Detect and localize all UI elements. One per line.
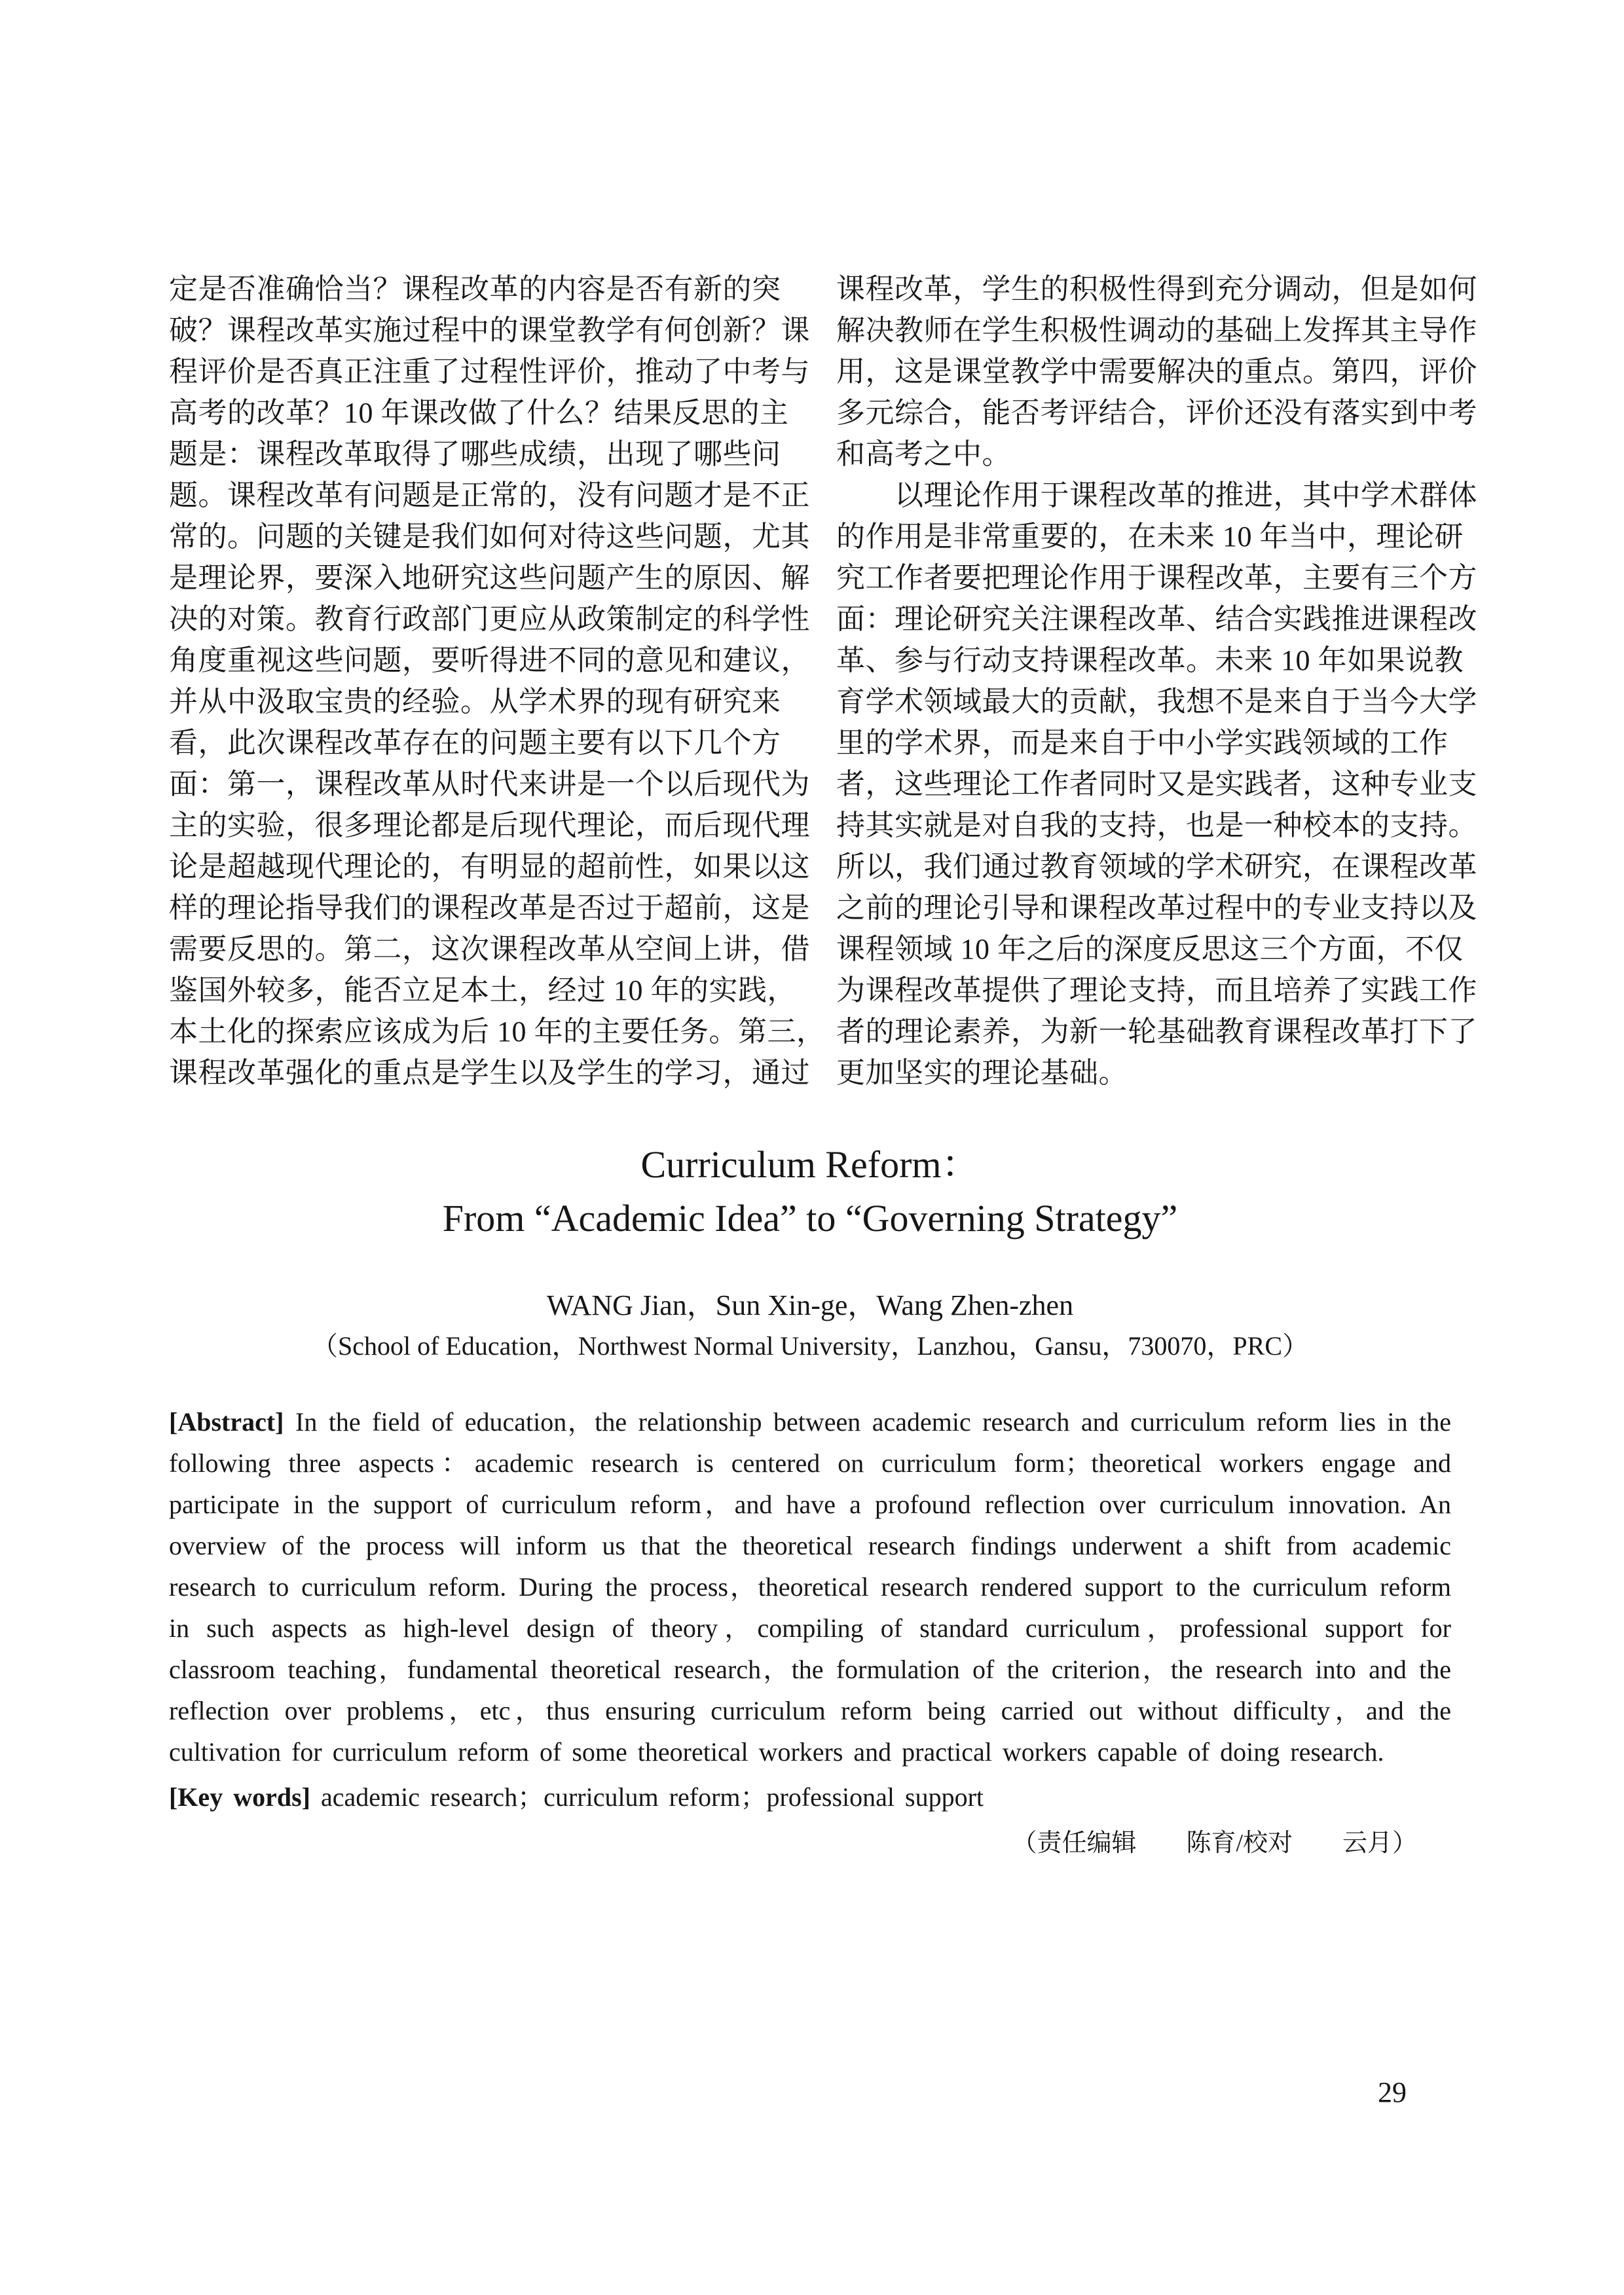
text-line: 本土化的探索应该成为后 10 年的主要任务。第三， [169,1016,826,1048]
text-line: 样的理论指导我们的课程改革是否过于超前，这是 [169,892,810,924]
text-line: 者，这些理论工作者同时又是实践者，这种专业支 [836,768,1477,800]
text-line: 定是否准确恰当？课程改革的内容是否有新的突 [169,273,781,305]
text-line: 多元综合，能否考评结合，评价还没有落实到中考 [836,397,1477,429]
text-line: 看，此次课程改革存在的问题主要有以下几个方 [169,727,781,759]
text-line: 课程改革强化的重点是学生以及学生的学习，通过 [169,1057,810,1089]
text-line: 课程改革，学生的积极性得到充分调动，但是如何 [836,273,1477,305]
abstract-paragraph [169,1401,1451,1772]
text-line: 论是超越现代理论的，有明显的超前性，如果以这 [169,851,810,883]
text-line: 为课程改革提供了理论支持，而且培养了实践工作 [836,974,1477,1006]
authors-line: WANG Jian，Sun Xin-ge，Wang Zhen-zhen [546,1289,1074,1321]
text-line: 里的学术界，而是来自于中小学实践领域的工作 [836,727,1449,759]
abstract-label: [Abstract] [169,1407,284,1437]
text-line: 是理论界，要深入地研究这些问题产生的原因、解 [169,562,810,594]
text-line: 所以，我们通过教育领域的学术研究，在课程改革 [836,851,1477,883]
text-line: 鉴国外较多，能否立足本土，经过 10 年的实践， [169,974,796,1006]
text-line: 主的实验，很多理论都是后现代理论，而后现代理 [169,809,810,841]
abstract-text: In the field of education，the relationship between academic research and curriculum reform lies in the following three aspects：academic research is centered on curriculum form；theoretical workers engage and participate in the support of curriculum reform，and have a profound reflection over curriculum innovation. An overview of the process will inform us that the theoretical research findings underwent a shift from academic research to curriculum reform. During the process，theoretical research rendered support to the curriculum reform in such aspects as high-level design of theory，compiling of standard curriculum，professional support for classroom teaching，fundamental theoretical research，the formulation of the criterion，the research into and the reflection over problems，etc，thus ensuring curriculum reform being carried out without difficulty，and the cultivation for curriculum reform of some theoretical workers and practical workers capable of doing research. [169,1407,1452,1767]
text-line: 革、参与行动支持课程改革。未来 10 年如果说教 [836,644,1464,676]
affiliation-line: （School of Education，Northwest Normal University，Lanzhou，Gansu，730070，PRC） [311,1331,1309,1361]
text-line: 常的。问题的关键是我们如何对待这些问题，尤其 [169,521,810,553]
text-line: 破？课程改革实施过程中的课堂教学有何创新？课 [169,314,810,346]
chinese-right-column [836,268,1477,1093]
chinese-body-columns [169,268,1477,1093]
text-line: 面：第一，课程改革从时代来讲是一个以后现代为 [169,768,810,800]
text-line: 解决教师在学生积极性调动的基础上发挥其主导作 [836,314,1477,346]
title-line-1: Curriculum Reform： [640,1143,980,1186]
text-line: 并从中汲取宝贵的经验。从学术界的现有研究来 [169,686,781,718]
meta-block [169,1401,1451,1862]
text-line: 育学术领域最大的贡献，我想不是来自于当今大学 [836,686,1477,718]
text-line: 角度重视这些问题，要听得进不同的意见和建议， [169,644,810,676]
title-line-2: From “Academic Idea” to “Governing Strategy” [442,1197,1178,1239]
text-line: 题是：课程改革取得了哪些成绩，出现了哪些问 [169,438,781,470]
text-line: 和高考之中。 [836,438,1011,470]
text-line: 者的理论素养，为新一轮基础教育课程改革打下了 [836,1016,1477,1048]
keywords-text: academic research；curriculum reform；professional support [320,1782,984,1812]
text-line: 题。课程改革有问题是正常的，没有问题才是不正 [169,479,810,511]
text-line: 之前的理论引导和课程改革过程中的专业支持以及 [836,892,1477,924]
text-line: 的作用是非常重要的，在未来 10 年当中，理论研 [836,521,1464,553]
text-line: 决的对策。教育行政部门更应从政策制定的科学性 [169,603,810,635]
text-line: 用，这是课堂教学中需要解决的重点。第四，评价 [836,356,1477,388]
text-line: 课程领域 10 年之后的深度反思这三个方面，不仅 [836,933,1464,965]
keywords-label: [Key words] [169,1782,310,1812]
text-line: 持其实就是对自我的支持，也是一种校本的支持。 [836,809,1477,841]
text-line: 面：理论研究关注课程改革、结合实践推进课程改 [836,603,1477,635]
page-number: 29 [1378,2076,1407,2108]
editor-credit: （责任编辑 陈育/校对 云月） [1012,1829,1417,1857]
chinese-left-column [169,268,826,1093]
text-line: 究工作者要把理论作用于课程改革，主要有三个方 [836,562,1477,594]
text-line: 以理论作用于课程改革的推进，其中学术群体 [836,479,1477,511]
text-line: 高考的改革？10 年课改做了什么？结果反思的主 [169,397,789,429]
keywords-paragraph [169,1776,1451,1818]
article-title-en [169,1138,1451,1245]
text-line: 程评价是否真正注重了过程性评价，推动了中考与 [169,356,810,388]
text-line: 更加坚实的理论基础。 [836,1057,1128,1089]
text-line: 需要反思的。第二，这次课程改革从空间上讲，借 [169,933,810,965]
